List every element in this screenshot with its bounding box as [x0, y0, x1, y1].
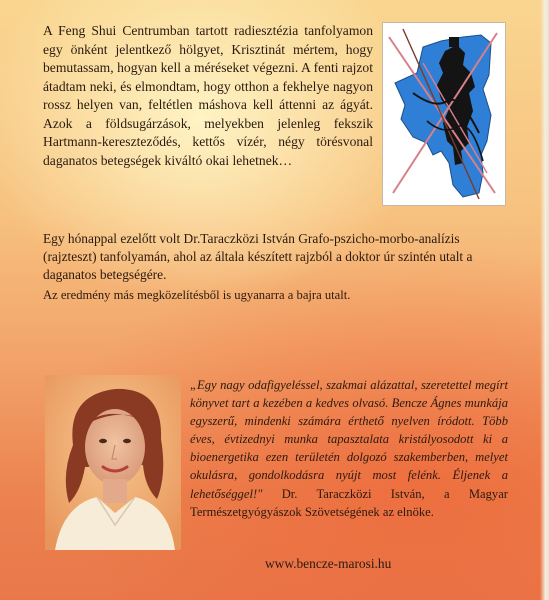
- bed-measurement-figure: [383, 23, 505, 205]
- second-paragraph: Egy hónappal ezelőtt volt Dr.Taraczközi István Grafo-pszicho-morbo-analízis (rajzteszt) tanfolyamán, ahol az általa készített rajzból a doktor úr szintén utalt a daganatos betegségére.: [43, 231, 473, 282]
- radiesthesia-bed-drawing: [382, 22, 506, 206]
- cover-edge: [540, 0, 549, 600]
- head-mark: [449, 37, 459, 47]
- result-sentence: Az eredmény más megközelítésből is ugyanarra a bajra utalt.: [43, 288, 351, 302]
- endorsement-quote: [190, 376, 508, 521]
- quote-attribution: Dr. Taraczközi István, a Magyar Természetgyógyászok Szövetségének az elnöke.: [190, 486, 508, 519]
- author-portrait: [45, 375, 181, 550]
- quote-text: „Egy nagy odafigyeléssel, szakmai alázattal, szeretettel megírt könyvet tart a kezében a kedves olvasó. Bencze Ágnes munkája egyszerű, mindenki számára érthető nyelven íródott. Több éves, évtizednyi munka tapasztalata kristályosodott ki a bioenergetika ezen területén dolgozó szakemberben, melyet okulásra, gondolkodásra nyújt most felénk. Éljenek a lehetőséggel!": [190, 378, 508, 501]
- intro-paragraph: A Feng Shui Centrumban tartott radiesztézia tanfolyamon egy önként jelentkező hölgyet, Krisztinát mértem, hogy bemutassam, hogyan kell a méréseket végezni. A fenti rajzot átadtam neki, és elmondtam, hogy otthon a fekhelye nagyon rossz helyen van, feltétlen máshova kell áttenni az ágyát. Azok a földsugárzások, melyekben jelenleg fekszik Hartmann-kereszteződés, kettős vízér, négy törésvonal daganatos betegségek kiváltó okai lehetnek…: [43, 23, 373, 168]
- website-link[interactable]: www.bencze-marosi.hu: [265, 556, 392, 571]
